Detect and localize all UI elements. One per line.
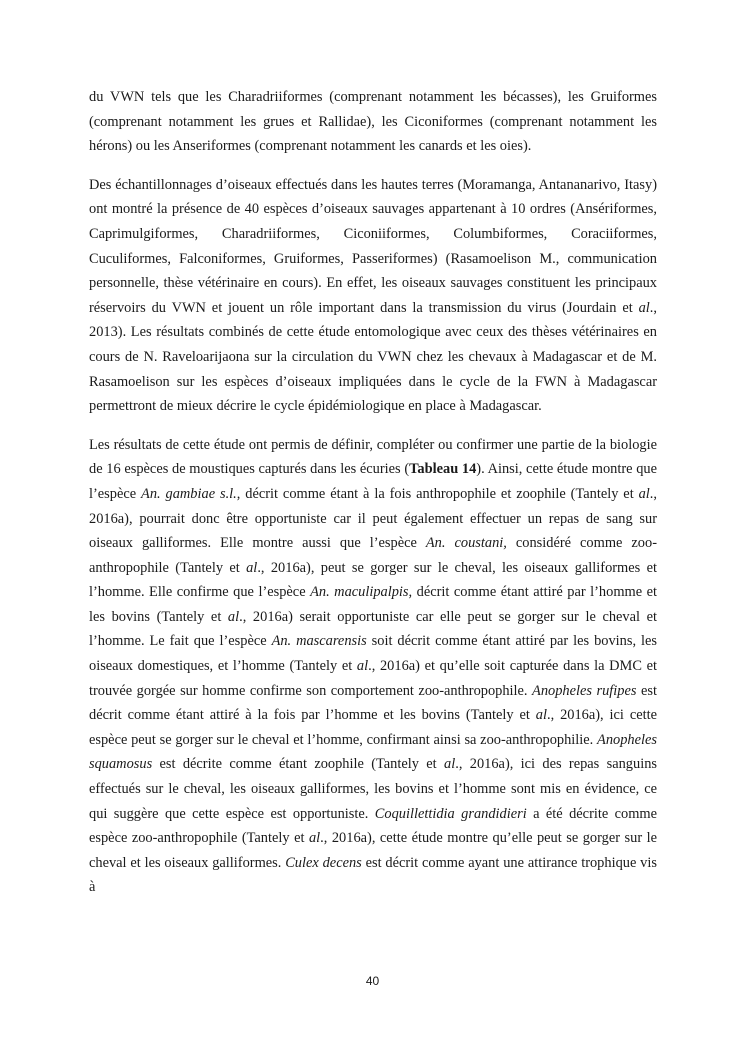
italic-text: Anopheles squamosus: [89, 731, 657, 773]
text-run: ., 2016a), peut se gorger sur le cheval, les oiseaux galliformes et l’homme. Elle confirme que l’espèce: [89, 559, 657, 601]
italic-text: Culex decens: [285, 854, 362, 871]
text-run: soit décrit comme étant attiré par les bovins, les oiseaux domestiques, et l’homme (Tantely et: [89, 633, 657, 675]
italic-text: al: [356, 658, 369, 675]
text-run: Les résultats de cette étude ont permis de définir, compléter ou confirmer une partie de la biologie de 16 espèces de moustiques capturés dans les écuries (: [89, 436, 657, 478]
text-run: ., 2016a), ici cette espèce peut se gorger sur le cheval et l’homme, confirmant ainsi sa zoo-anthropophilie.: [89, 707, 657, 748]
text-run: , décrit comme étant à la fois anthropophile et zoophile (Tantely et: [236, 485, 639, 502]
body-text: [89, 85, 657, 914]
text-run: a été décrite comme espèce zoo-anthropophile (Tantely et: [89, 805, 658, 847]
page-number: 40: [365, 974, 380, 988]
paragraph: [89, 85, 657, 159]
text-run: considéré comme zoo-anthropophile (Tantely et: [89, 535, 657, 576]
text-run: est décrite comme étant zoophile (Tantely et: [152, 756, 445, 773]
italic-text: al: [444, 756, 456, 773]
text-run: ., 2016a), pourrait donc être opportuniste car il peut également effectuer un repas de sang sur oiseaux galliformes. Elle montre aussi que l’espèce: [89, 485, 657, 552]
text-run: ., 2016a) et qu’elle soit capturée dans la DMC et trouvée gorgée sur homme confirme son comportement zoo-anthropophile.: [89, 658, 657, 699]
italic-text: An. maculipalpis,: [310, 584, 413, 601]
italic-text: An. gambiae s.l.: [141, 485, 237, 502]
italic-text: al: [638, 299, 650, 316]
text-run: ., 2016a), cette étude montre qu’elle peut se gorger sur le cheval et les oiseaux galliformes.: [89, 830, 657, 871]
italic-text: al: [246, 559, 258, 576]
italic-text: An. mascarensis: [271, 633, 367, 650]
text-run: Des échantillonnages d’oiseaux effectués dans les hautes terres (Moramanga, Antananarivo, Itasy) ont montré la présence de 40 espèces d’oiseaux sauvages appartenant à 10 ordres (Ansériformes, Caprimulgiformes, Charadriiformes, Ciconiiformes, Columbiformes, Coraciiformes, Cuculiformes, Falconiformes, Gruiformes, Passeriformes) (Rasamoelison M., communication personnelle, thèse vétérinaire en cours). En effet, les oiseaux sauvages constituent les principaux réservoirs du VWN et jouent un rôle important dans la transmission du virus (Jourdain et: [89, 176, 657, 316]
text-run: décrit comme étant attiré par l’homme et les bovins (Tantely et: [89, 584, 657, 625]
italic-text: al: [308, 830, 321, 847]
italic-text: Coquillettidia grandidieri: [374, 805, 527, 822]
italic-text: al: [227, 608, 240, 625]
text-run: ., 2016a), ici des repas sanguins effectués sur le cheval, les oiseaux galliformes, les bovins et l’homme sont mis en évidence, ce qui suggère que cette espèce est opportuniste.: [89, 756, 657, 822]
text-run: est décrit comme étant attiré à la fois par l’homme et les bovins (Tantely et: [89, 682, 657, 724]
text-run: est décrit comme ayant une attirance trophique vis à: [89, 854, 657, 896]
paragraph: [89, 173, 657, 419]
italic-text: Anopheles rufipes: [532, 682, 637, 699]
italic-text: al: [535, 707, 547, 724]
paragraph: [89, 433, 657, 900]
text-run: du VWN tels que les Charadriiformes (comprenant notamment les bécasses), les Gruiformes (comprenant notamment les grues et Rallidae), les Ciconiformes (comprenant notamment les hérons) ou les Anseriformes (comprenant notamment les canards et les oies).: [89, 89, 657, 155]
text-run: ., 2013). Les résultats combinés de cette étude entomologique avec ceux des thèses vétérinaires en cours de N. Raveloarijaona sur la circulation du VWN chez les chevaux à Madagascar et de M. Rasamoelison sur les espèces d’oiseaux impliquées dans le cycle de la FWN à Madagascar permettront de mieux décrire le cycle épidémiologique en place à Madagascar.: [89, 299, 657, 415]
bold-text: Tableau 14: [409, 461, 477, 478]
text-run: ). Ainsi, cette étude montre que l’espèce: [89, 461, 657, 502]
italic-text: An. coustani,: [425, 535, 507, 552]
text-run: ., 2016a) serait opportuniste car elle peut se gorger sur le cheval et l’homme. Le fait que l’espèce: [89, 608, 657, 650]
italic-text: al: [638, 485, 650, 502]
